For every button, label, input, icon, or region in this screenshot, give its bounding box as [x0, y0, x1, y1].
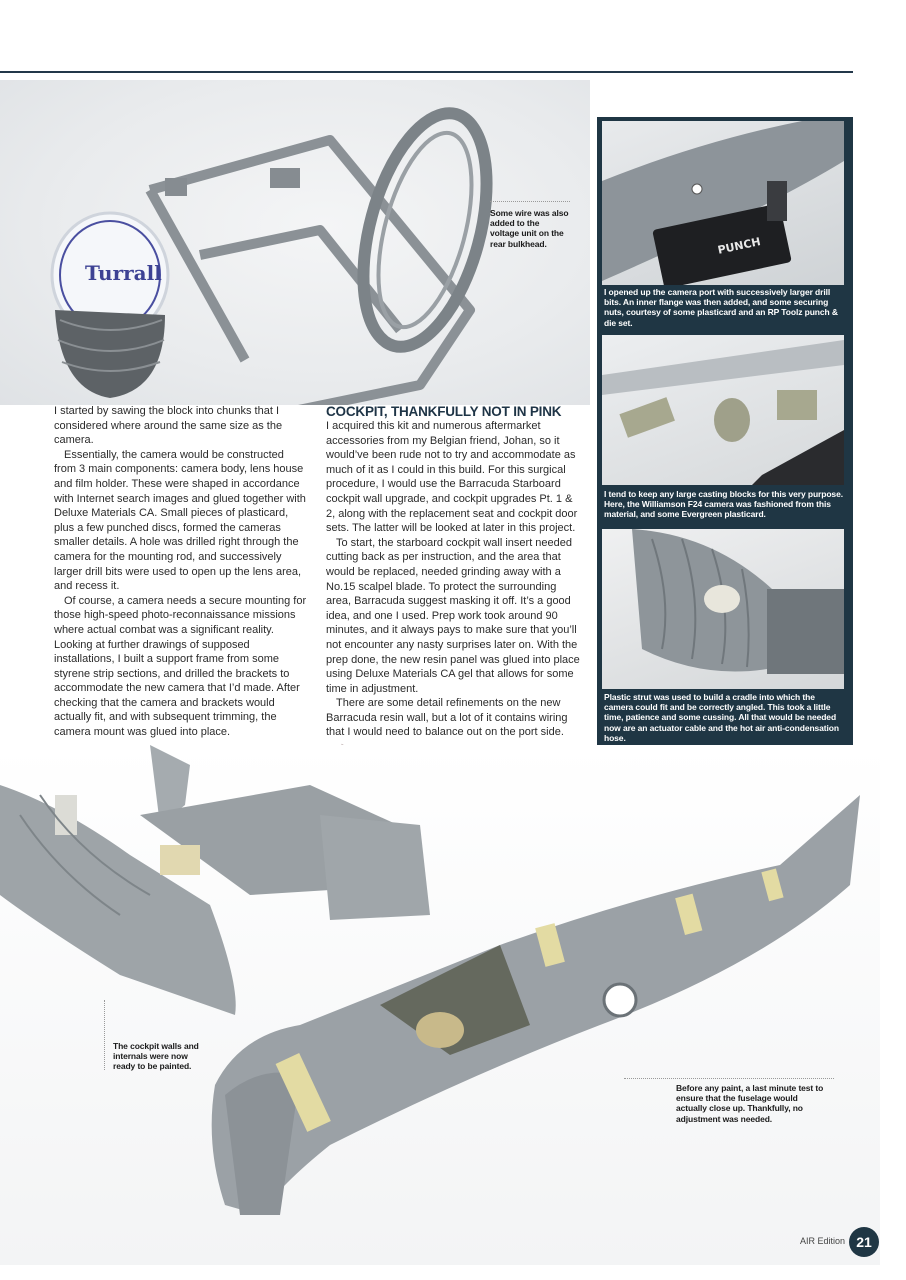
camera-port-illustration — [602, 121, 844, 285]
caption-cockpit-walls: The cockpit walls and internals were now ready to be painted. — [113, 1041, 199, 1072]
sidebar-caption-2: I tend to keep any large casting blocks for this very purpose. Here, the Williamson F24 camera was fashioned from this material, and some Evergreen plasticard. — [604, 489, 843, 520]
sidebar-panel — [597, 117, 853, 747]
section-heading: COCKPIT, THANKFULLY NOT IN PINK — [326, 404, 562, 419]
page-number: 21 — [849, 1227, 879, 1257]
sidebar-caption-1: I opened up the camera port with successively larger drill bits. An inner flange was then added, and some securing nuts, courtesy of some plasticard and an RP Toolz punch & die set. — [604, 287, 838, 328]
photo-camera-cradle — [602, 529, 844, 689]
punch-tool-text: PUNCH — [716, 235, 762, 257]
caption-leader — [490, 201, 570, 202]
fuselage-illustration — [0, 745, 880, 1265]
article-column-2 — [326, 404, 580, 756]
camera-cradle-illustration — [602, 529, 844, 689]
paragraph: Of course, a camera needs a secure mounting for those high-speed photo-reconnaissance missions where actual combat was a significant reality. Looking at further drawings of supposed installations, I built a support frame from some styrene strip sections, and drilled the brackets to accommodate the new camera that I’d made. After checking that the camera and brackets would actually fit, and with subsequent trimming, the camera mount was glued into place. — [54, 594, 307, 739]
caption-leader — [104, 1000, 105, 1070]
paragraph: I acquired this kit and numerous aftermarket accessories from my Belgian friend, Johan, so it would’ve been rude not to try and accommodate as much of it as I could in this build. For this surgical procedure, I would use the Barracuda Starboard cockpit wall upgrade, and cockpit upgrades Pt. 1 & 2, along with the replacement seat and cockpit door sets. The latter will be looked at later in this project. — [326, 420, 578, 535]
photo-casting-blocks — [602, 335, 844, 485]
caption-wire: Some wire was also added to the voltage unit on the rear bulkhead. — [490, 208, 569, 249]
sidebar-caption-3: Plastic strut was used to build a cradle into which the camera could fit and be correctly angled. This took a little time, patience and some cussing. All that would be needed now are an actuator cable and the hot air anti-condensation hose. — [604, 692, 839, 743]
casting-blocks-illustration — [602, 335, 844, 485]
paragraph: I started by sawing the block into chunks that I considered where around the same size as the camera. — [54, 405, 283, 447]
article-column-1 — [54, 404, 308, 740]
caption-fit-test: Before any paint, a last minute test to ensure that the fuselage would actually close up. Thankfully, no adjustment was needed. — [676, 1083, 824, 1124]
header-rule — [0, 71, 853, 73]
paragraph: Essentially, the camera would be constructed from 3 main components: camera body, lens house and film holder. These were shaped in accordance with Internet search images and glued together with Deluxe Materials CA. Small pieces of plasticard, plus a few punched discs, formed the cameras smaller details. A hole was drilled right through the camera for the mounting rod, and successively larger drill bits were used to open up the lens area, and recess it. — [54, 448, 306, 593]
paragraph: To start, the starboard cockpit wall insert needed cutting back as per instruction, and the area that would be replaced, needed grinding away with a No.15 scalpel blade. To protect the surrounding area, Barracuda suggest masking it off. It’s a good idea, and one I used. Prep work took around 90 minutes, and it always pays to make sure that you’ll not encounter any nasty surprises later on. With the prep done, the new resin panel was glued into place using Deluxe Materials CA gel that allows for some time in adjustment. — [326, 536, 580, 695]
publication-label: AIR Edition — [800, 1236, 846, 1246]
paragraph-text: There are some detail refinements on the new Barracuda resin wall, but a lot of it contains wiring that I would need to balance out on the port side. — [326, 697, 568, 739]
photo-fuselage — [0, 745, 880, 1265]
photo-camera-port — [602, 121, 844, 285]
spool-brand-text: Turrall — [85, 261, 162, 285]
caption-leader — [624, 1078, 834, 1079]
